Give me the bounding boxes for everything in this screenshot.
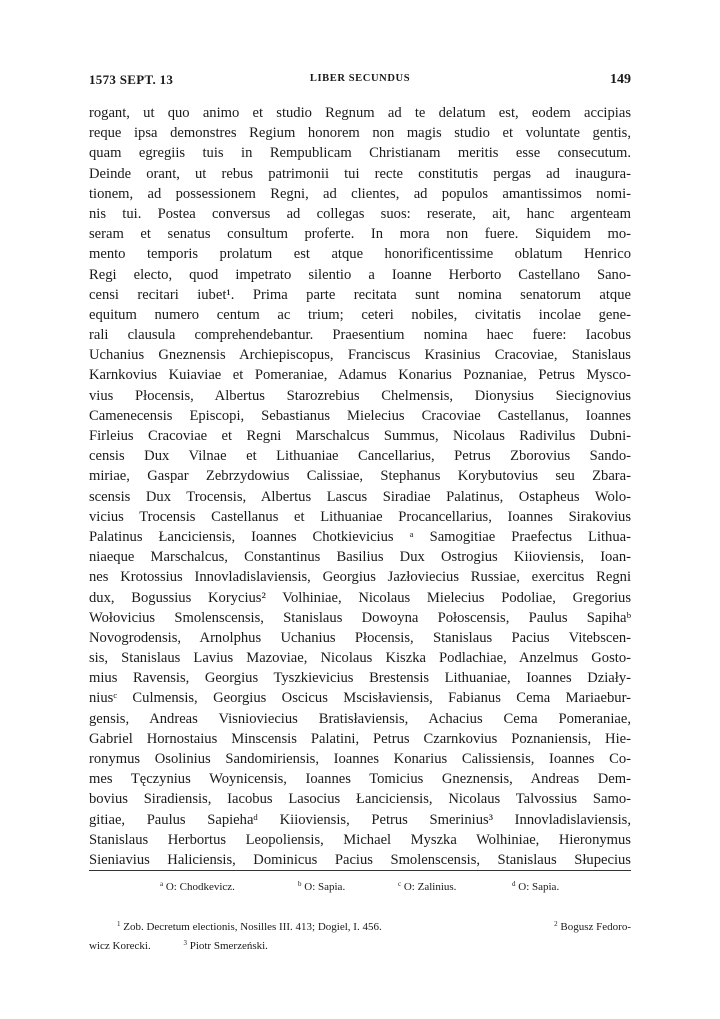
text-line: nes Krotossius Innovladislaviensis, Georgius Jazłoviecius Russiae, exercitus Regni (89, 569, 631, 586)
footnote-line (89, 915, 631, 934)
text-line: censis Dux Vilnae et Lithuaniae Cancellarius, Petrus Zborovius Sando- (89, 448, 631, 465)
numbered-footnotes (89, 915, 631, 953)
text-line: Regi electo, quod impetrato silentio a Ioanne Herborto Castellano Sano- (89, 266, 631, 283)
footnote-mark: 2 (554, 920, 558, 928)
footnote-text: O: Sapia. (518, 881, 560, 893)
text-line: niaeque Marschalcus, Constantinus Basilius Dux Ostrogius Kiioviensis, Ioan- (89, 549, 631, 566)
body-text (89, 103, 631, 870)
text-line: gitiae, Paulus Sapiehaᵈ Kiioviensis, Petrus Smerinius³ Innovladislaviensis, (89, 811, 631, 828)
footnote-text: O: Zalinius. (403, 881, 457, 893)
footnote-line (89, 934, 631, 953)
text-line: rogant, ut quo animo et studio Regnum ad te delatum est, eodem accipias (89, 105, 631, 121)
text-line: sis, Stanislaus Lavius Mazoviae, Nicolaus Kiszka Podlachiae, Anzelmus Gosto- (89, 650, 631, 667)
text-line: Firleius Cracoviae et Regni Marschalcus Summus, Nicolaus Radivilus Dubni- (89, 428, 631, 444)
footnote-1 (89, 921, 382, 933)
text-line: miriae, Gaspar Zebrzydowius Calissiae, Stephanus Korybutovius seu Zbara- (89, 468, 631, 485)
footnote-text: Piotr Smerzeński. (189, 940, 268, 952)
text-line: censi recitari iubet¹. Prima parte recitata sunt nomina senatorum atque (89, 286, 631, 303)
running-head (89, 72, 631, 90)
footnote-text: Zob. Decretum electionis, Nosilles III. 413; Dogiel, I. 456. (123, 921, 382, 933)
text-line: mes Tęczynius Woynicensis, Ioannes Tomicius Gneznensis, Andreas Dem- (89, 771, 631, 788)
footnote-c (398, 880, 456, 893)
text-line: scensis Dux Trocensis, Albertus Lascus Siradiae Palatinus, Ostapheus Wolo- (89, 488, 631, 505)
text-line: Gabriel Hornostaius Minscensis Palatini, Petrus Czarnkovius Poznaniensis, Hie- (89, 730, 631, 747)
text-line: Sieniavius Haliciensis, Dominicus Pacius Smolenscensis, Stanislaus Słupecius (89, 851, 631, 868)
text-line: gensis, Andreas Visnioviecius Bratisłaviensis, Achacius Cema Pomeraniae, (89, 710, 631, 727)
text-line: niusᶜ Culmensis, Georgius Oscicus Mscisłaviensis, Fabianus Cema Mariaebur- (89, 690, 631, 707)
text-line: Camenecensis Episcopi, Sebastianus Mielecius Cracoviae Castellanus, Ioannes (89, 407, 631, 424)
footnote-a (160, 880, 235, 893)
footnote-mark: b (298, 880, 302, 888)
text-line: nis tui. Postea conversus ad collegas suos: reserate, ait, hanc argenteam (89, 205, 631, 222)
text-line: vius Płocensis, Albertus Starozrebius Chelmensis, Dionysius Siecignovius (89, 387, 631, 404)
footnote-3 (153, 940, 267, 952)
text-line: Karnkovius Kuiaviae et Pomeraniae, Adamus Konarius Poznaniae, Petrus Mysco- (89, 367, 631, 384)
header-title: LIBER SECUNDUS (309, 73, 411, 84)
text-line: Palatinus Łanciciensis, Ioannes Chotkievicius ᵃ Samogitiae Praefectus Lithua- (89, 528, 631, 545)
text-line: Stanislaus Herbortus Leopoliensis, Michael Myszka Wolhiniae, Hieronymus (89, 831, 631, 848)
text-line: rali clausula comprehendebantur. Praesentium nomina haec fuere: Iacobus (89, 327, 631, 344)
text-line: Uchanius Gneznensis Archiepiscopus, Franciscus Krasinius Cracoviae, Stanislaus (89, 347, 631, 364)
header-date: 1573 SEPT. 13 (89, 72, 174, 87)
footnote-mark: c (398, 880, 402, 888)
footnote-text: O: Chodkevicz. (165, 881, 235, 893)
footnote-mark: a (160, 880, 164, 888)
footnote-b (298, 880, 345, 893)
text-line: Wołovicius Smolenscensis, Stanislaus Dowoyna Połoscensis, Paulus Sapihaᵇ (89, 609, 631, 626)
text-line: Novogrodensis, Arnolphus Uchanius Płocensis, Stanislaus Pacius Vitebscen- (89, 629, 631, 646)
footnote-mark: 3 (183, 939, 187, 947)
footnote-d (512, 880, 559, 893)
footnote-text: O: Sapia. (304, 881, 346, 893)
text-line: vicius Trocensis Castellanus et Lithuaniae Procancellarius, Ioannes Sirakovius (89, 508, 631, 525)
text-line: tionem, ad possessionem Regni, ad clientes, ad populos amantissimos nomi- (89, 185, 631, 202)
text-line: dux, Bogussius Korycius² Volhiniae, Nicolaus Mielecius Podoliae, Gregorius (89, 589, 631, 606)
text-line: quam egregiis tuis in Rempublicam Christianam meritis esse consecutum. (89, 145, 631, 162)
footnote-mark: d (512, 880, 516, 888)
footnote-mark: 1 (117, 920, 121, 928)
footnote-text: Bogusz Fedoro- (560, 921, 631, 933)
text-line: ronymus Osolinius Sandomiriensis, Ioannes Konarius Calissiensis, Ioannes Co- (89, 751, 631, 767)
footnote-rule (89, 870, 631, 871)
text-line: seram et senatus consultum proferte. In mora non fuere. Siquidem mo- (89, 226, 631, 243)
text-line: mius Ravensis, Georgius Tyszkievicius Brestensis Lithuaniae, Ioannes Działy- (89, 670, 631, 687)
text-line: mento temporis prolatum est atque honorificentissime oblatum Henrico (89, 246, 631, 263)
text-line: Deinde orant, ut rebus patrimonii tui recte constitutis pergas ad inaugura- (89, 165, 631, 182)
text-line: bovius Siradiensis, Iacobus Lasocius Łanciciensis, Nicolaus Talvossius Samo- (89, 791, 631, 808)
text-line: reque ipsa demonstres Regium honorem non magis studio et voluntate gentis, (89, 125, 631, 142)
letter-footnotes (160, 880, 580, 896)
footnote-2-continued: wicz Korecki. (89, 940, 151, 952)
text-line: equitum numero centum ac trium; ceteri nobiles, civitatis incolae gene- (89, 306, 631, 323)
page-number: 149 (610, 72, 631, 87)
